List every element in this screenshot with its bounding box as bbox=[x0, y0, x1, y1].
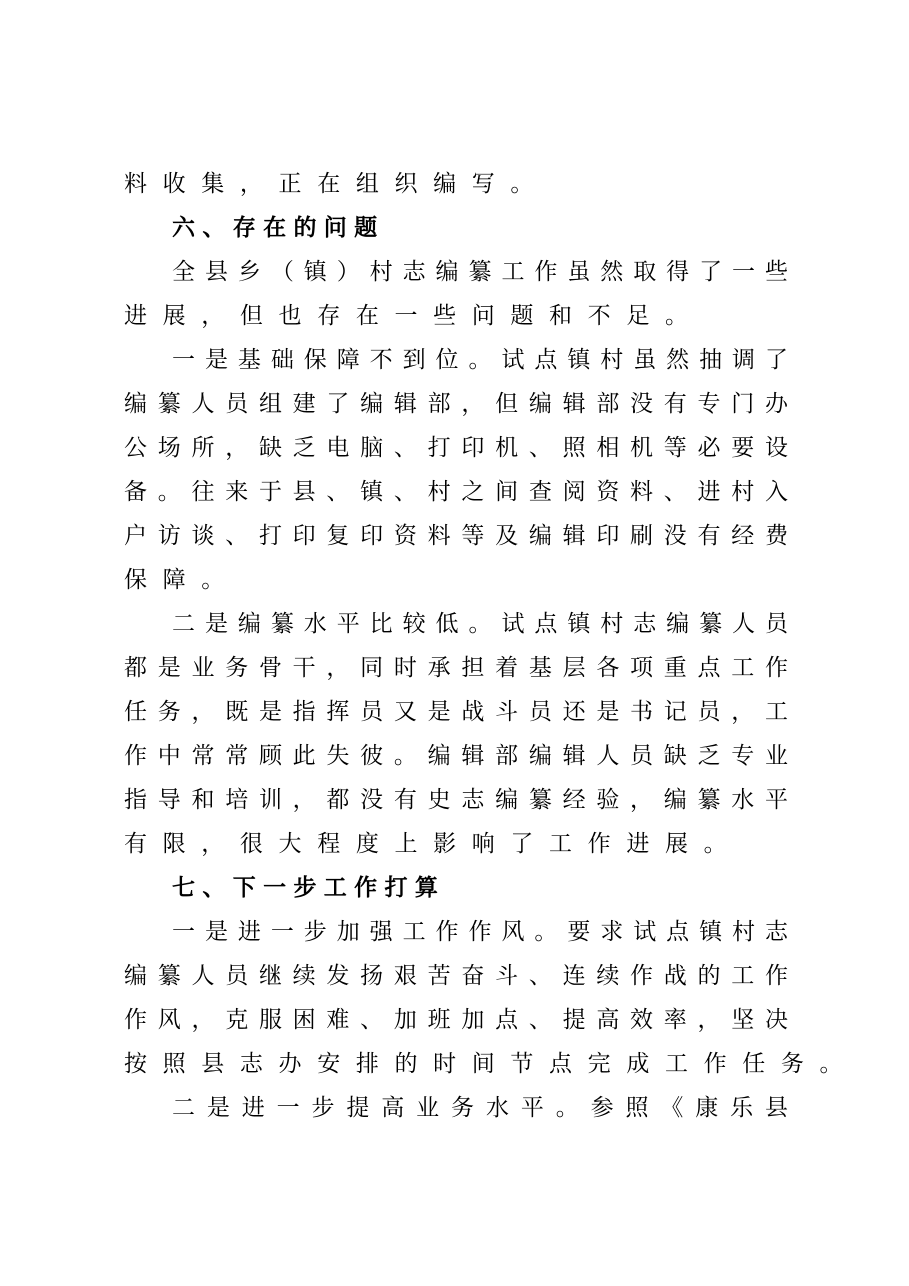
paragraph-line: 指导和培训，都没有史志编纂经验，编纂水平 bbox=[124, 787, 788, 813]
paragraph-line: 作中常常顾此失彼。编辑部编辑人员缺乏专业 bbox=[124, 743, 788, 769]
section-heading: 七、下一步工作打算 bbox=[172, 875, 446, 901]
paragraph-line: 全县乡（镇）村志编纂工作虽然取得了一些 bbox=[172, 259, 788, 285]
paragraph-line: 编纂人员组建了编辑部，但编辑部没有专门办 bbox=[124, 391, 788, 417]
paragraph-line: 一是进一步加强工作作风。要求试点镇村志 bbox=[172, 919, 788, 945]
section-heading: 六、存在的问题 bbox=[172, 215, 385, 241]
paragraph-line: 二是编纂水平比较低。试点镇村志编纂人员 bbox=[172, 611, 788, 637]
paragraph-line: 编纂人员继续发扬艰苦奋斗、连续作战的工作 bbox=[124, 963, 788, 989]
paragraph-line: 作风，克服困难、加班加点、提高效率，坚决 bbox=[124, 1007, 788, 1033]
paragraph-line: 保障。 bbox=[124, 567, 240, 593]
paragraph-line: 按照县志办安排的时间节点完成工作任务。 bbox=[124, 1051, 859, 1077]
paragraph-line: 二是进一步提高业务水平。参照《康乐县 bbox=[172, 1095, 788, 1121]
paragraph-line: 备。往来于县、镇、村之间查阅资料、进村入 bbox=[124, 479, 788, 505]
paragraph-line: 户访谈、打印复印资料等及编辑印刷没有经费 bbox=[124, 523, 788, 549]
paragraph-line: 一是基础保障不到位。试点镇村虽然抽调了 bbox=[172, 347, 788, 373]
paragraph-line: 公场所，缺乏电脑、打印机、照相机等必要设 bbox=[124, 435, 788, 461]
paragraph-line: 料收集，正在组织编写。 bbox=[124, 171, 550, 197]
paragraph-line: 有限，很大程度上影响了工作进展。 bbox=[124, 831, 743, 857]
paragraph-line: 任务，既是指挥员又是战斗员还是书记员，工 bbox=[124, 699, 788, 725]
paragraph-line: 都是业务骨干，同时承担着基层各项重点工作 bbox=[124, 655, 788, 681]
paragraph-line: 进展，但也存在一些问题和不足。 bbox=[124, 303, 704, 329]
